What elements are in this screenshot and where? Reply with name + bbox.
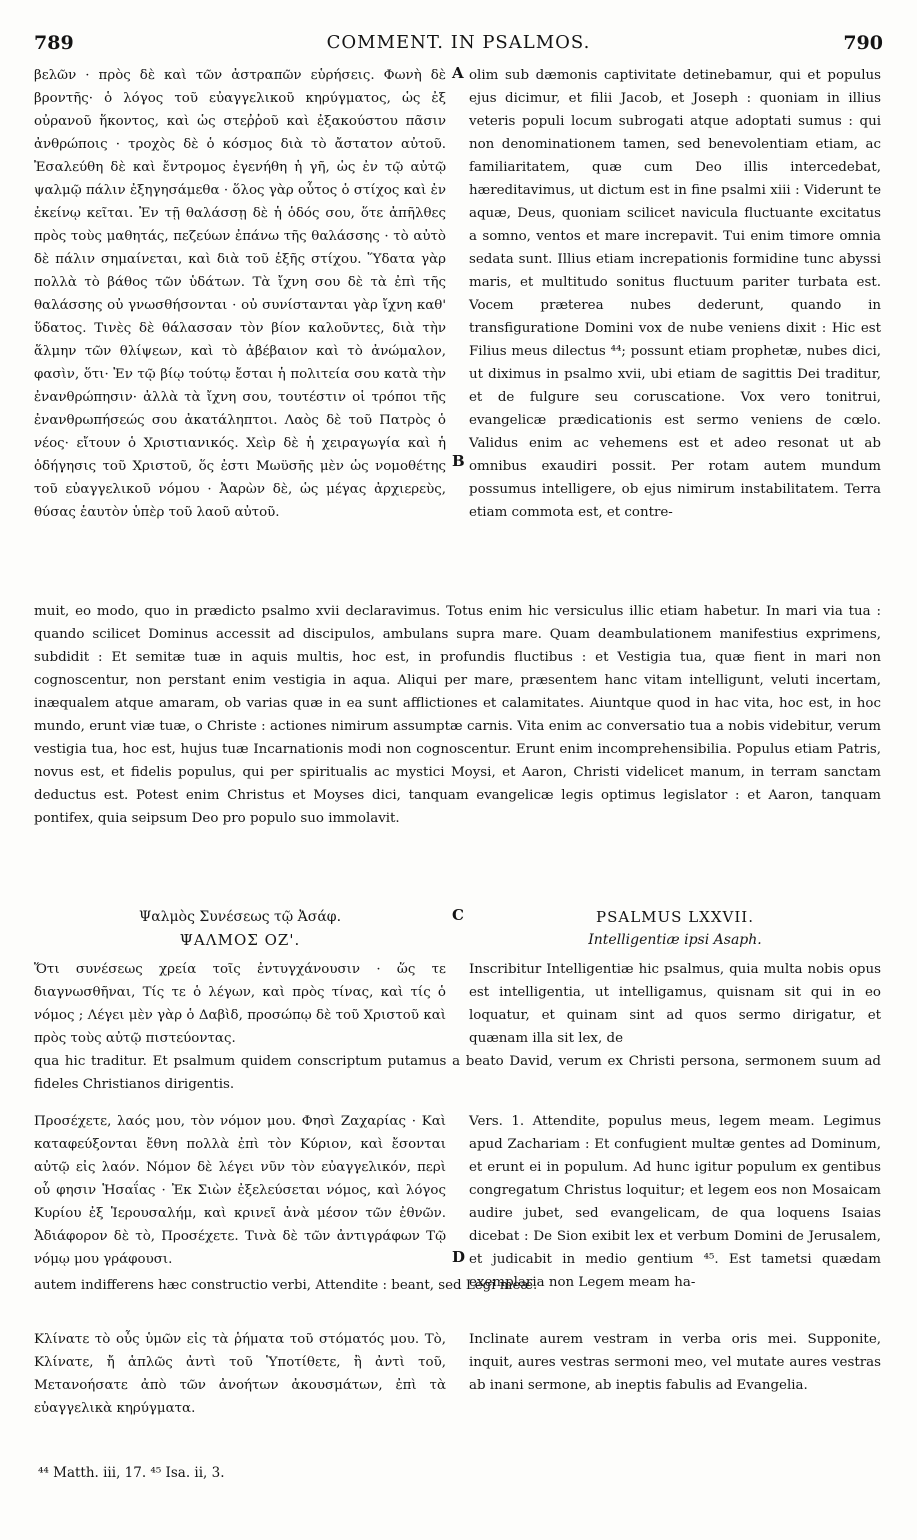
greek-psalm-title [34,906,446,952]
latin-column-1 [469,64,881,524]
margin-marker-d: D [452,1248,466,1266]
greek-title-line1: Ψαλμὸς Συνέσεως τῷ Ἀσάφ. [138,909,342,925]
margin-marker-b: B [452,452,465,470]
running-title: COMMENT. IN PSALMOS. [326,32,591,53]
latin-paragraph: olim sub dæmonis captivitate detinebamur, qui et populus ejus dicimur, et filii Jacob, et Joseph : quoniam in illius veteris populi locum subrogati atque adoptati sumus : qui non denominationem tamen, sed benevolentiam etiam, ac familiaritatem, quæ cum Deo illis intercedebat, hæreditavimus, ut dictum est in fine psalmi xiii : Viderunt te aquæ, Deus, quoniam scilicet navicula fluctuante excitatus a somno, ventos et mare increpavit. Tui enim timore omnia sedata sunt. Illius etiam increpationis formidine tunc abyssi maris, et multitudo sonitus fluctuum pariter turbata est. Vocem præterea nubes dederunt, quando in transfiguratione Domini vox de nube veniens dixit : Hic est Filius meus dilectus ⁴⁴; possunt etiam prophetæ, nubes dici, ut diximus in psalmo xvii, ubi etiam de sagittis Dei traditur, et de fulgure seu coruscatione. Vox vero tonitrui, evangelicæ prædicationis est sermo veniens de cœlo. Validus enim ac vehemens est et adeo resonat ut ab omnibus exaudiri possit. Per rotam autem mundum possumus intelligere, ob ejus nimirum instabilitatem. Terra etiam commota est, et contre- [469,68,881,520]
margin-marker-c: C [452,906,464,924]
latin-title-line2: Intelligentiæ ipsi Asaph. [588,932,762,948]
page-number-right: 790 [843,32,883,54]
full-width-text-3: autem indifferens hæc constructio verbi, Attendite : beant, sed Legi meæ. [34,1278,538,1293]
greek-title-line2: ΨΑΛΜΟΣ ΟΖ'. [179,931,301,949]
page-number-left: 789 [34,32,74,54]
greek-column-1 [34,64,446,524]
latin-column-2: Inscribitur Intelligentiæ hic psalmus, quia multa nobis opus est intelligentia, ut intelligamus, quisnam sit qui in eo loquatur, et quinam sint ad quos sermo dirigatur, et quænam illa sit lex, de [469,962,881,1046]
greek-column-4: Κλίνατε τὸ οὖς ὑμῶν εἰς τὰ ῥήματα τοῦ στόματός μου. Τὸ, Κλίνατε, ἤ ἁπλῶς ἀντὶ τοῦ Ὑποτίθετε, ἢ ἀντὶ τοῦ, Μετανοήσατε ἀπὸ τῶν ἀνοήτων ἀκουσμάτων, ἐπὶ τὰ εὐαγγελικὰ κηρύγματα. [34,1332,446,1416]
latin-title-line1: PSALMUS LXXVII. [596,908,754,926]
latin-psalm-title [469,906,881,952]
greek-column-3: Προσέχετε, λαός μου, τὸν νόμον μου. Φησὶ Ζαχαρίας · Καὶ καταφεύξονται ἔθνη πολλὰ ἐπὶ τὸν Κύριον, καὶ ἔσονται αὐτῷ εἰς λαόν. Νόμον δὲ λέγει νῦν τὸν εὐαγγελικόν, περὶ οὗ φησιν Ἡσαΐας · Ἐκ Σιὼν ἐξελεύσεται νόμος, καὶ λόγος Κυρίου ἐξ Ἱερουσαλήμ, καὶ κρινεῖ ἀνὰ μέσον τῶν ἐθνῶν. Ἀδιάφορον δὲ τὸ, Προσέχετε. Τινὰ δὲ τῶν ἀντιγράφων Τῷ νόμῳ μου γράφουσι. [34,1114,446,1267]
page-header [34,32,883,58]
greek-column-2: Ὅτι συνέσεως χρεία τοῖς ἐντυγχάνουσιν · ὥς τε διαγνωσθῆναι, Τίς τε ὁ λέγων, καὶ πρὸς τίνας, καὶ τίς ὁ νόμος ; Λέγει μὲν γὰρ ὁ Δαβὶδ, προσώπῳ δὲ τοῦ Χριστοῦ καὶ πρὸς τοὺς αὐτῷ πιστεύοντας. [34,962,446,1046]
latin-column-3: Vers. 1. Attendite, populus meus, legem meam. Legimus apud Zachariam : Et confugient multæ gentes ad Dominum, et erunt ei in populum. Ad hunc igitur populum ex gentibus congregatum Christus loquitur; et legem eos non Mosaicam audire jubet, sed evangelicam, de qua loquens Isaias dicebat : De Sion exibit lex et verbum Domini de Jerusalem, et judicabit in medio gentium ⁴⁵. Est tametsi quædam exemplaria non Legem meam ha- [469,1114,881,1290]
greek-paragraph: βελῶν · πρὸς δὲ καὶ τῶν ἀστραπῶν εὑρήσεις. Φωνὴ δὲ βροντῆς· ὁ λόγος τοῦ εὐαγγελικοῦ κηρύγματος, ὡς ἐξ οὐρανοῦ ἥκοντος, καὶ ὡς στεῤῥοῦ καὶ ἐξακούστου πᾶσιν ἀνθρώποις · τροχὸς δὲ ὁ κόσμος διὰ τὸ ἄστατον αὐτοῦ. Ἐσαλεύθη δὲ καὶ ἔντρομος ἐγενήθη ἡ γῆ, ὡς ἐν τῷ αὐτῷ ψαλμῷ πάλιν ἐξηγησάμεθα · ὅλος γὰρ οὗτος ὁ στίχος καὶ ἐν ἐκείνῳ κεῖται. Ἐν τῇ θαλάσσῃ δὲ ἡ ὁδός σου, ὅτε ἀπῆλθες πρὸς τοὺς μαθητάς, πεζεύων ἐπάνω τῆς θαλάσσης · τὸ αὐτὸ δὲ πάλιν σημαίνεται, καὶ διὰ τοῦ ἑξῆς στίχου. Ὕδατα γὰρ πολλὰ τὸ βάθος τῶν ὑδάτων. Τὰ ἴχνη σου δὲ τὰ ἐπὶ τῆς θαλάσσης οὐ γνωσθήσονται · οὐ συνίστανται γὰρ ἴχνη καθ' ὕδατος. Τινὲς δὲ θάλασσαν τὸν βίον καλοῦντες, διὰ τὴν ἅλμην τῶν θλίψεων, καὶ τὸ ἀβέβαιον καὶ τὸ ἀνώμαλον, φασὶν, ὅτι· Ἐν τῷ βίῳ τούτῳ ἔσται ἡ πολιτεία σου κατὰ τὴν ἐνανθρώπησιν· ἀλλὰ τὰ ἴχνη σου, τουτέστιν οἱ τρόποι τῆς ἐνανθρωπήσεώς σου ἀκατάληπτοι. Λαὸς δὲ τοῦ Πατρὸς ὁ νέος· εἴτουν ὁ Χριστιανικός. Χεὶρ δὲ ἡ χειραγωγία καὶ ἡ ὁδήγησις τοῦ Χριστοῦ, ὅς ἐστι Μωϋσῆς μὲν ὡς νομοθέτης τοῦ εὐαγγελικοῦ νόμου · Ἀαρὼν δὲ, ὡς μέγας ἀρχιερεὺς, θύσας ἑαυτὸν ὑπὲρ τοῦ λαοῦ αὐτοῦ. [34,68,446,520]
full-width-text-2: qua hic traditur. Et psalmum quidem conscriptum putamus a beato David, verum ex Christi persona, sermonem suum ad fideles Christianos dirigentis. [34,1054,881,1092]
latin-column-4: Inclinate aurem vestram in verba oris mei. Supponite, inquit, aures vestras sermoni meo, vel mutate aures vestras ab inani sermone, ab ineptis fabulis ad Evangelia. [469,1332,881,1393]
margin-marker-a: A [452,64,464,82]
full-width-text-1: muit, eo modo, quo in prædicto psalmo xvii declaravimus. Totus enim hic versiculus illic etiam habetur. In mari via tua : quando scilicet Dominus accessit ad discipulos, ambulans supra mare. Quam deambulationem manifestius exprimens, subdidit : Et semitæ tuæ in aquis multis, hoc est, in profundis fluctibus : et Vestigia tua, quæ fient in mari non cognoscentur, non perstant enim vestigia in aqua. Aliqui per mare, præsentem hanc vitam intelligunt, veluti incertam, inæqualem atque amaram, ob varias quæ in ea sunt afflictiones et calamitates. Aiuntque quod in hac vita, hoc est, in hoc mundo, erunt viæ tuæ, o Christe : actiones nimirum assumptæ carnis. Vita enim ac conversatio tua a nobis videbitur, verum vestigia tua, hoc est, hujus tuæ Incarnationis modi non cognoscentur. Erunt enim incomprehensibilia. Populus etiam Patris, novus est, et fidelis populus, qui per spiritualis ac mystici Moysi, et Aaron, Christi videlicet manum, in terram sanctam deductus est. Potest enim Christus et Moyses dici, tanquam evangelicæ legis optimus legislator : et Aaron, tanquam pontifex, quia seipsum Deo pro populo suo immolavit. [34,604,881,826]
footnotes: ⁴⁴ Matth. iii, 17. ⁴⁵ Isa. ii, 3. [38,1465,225,1481]
